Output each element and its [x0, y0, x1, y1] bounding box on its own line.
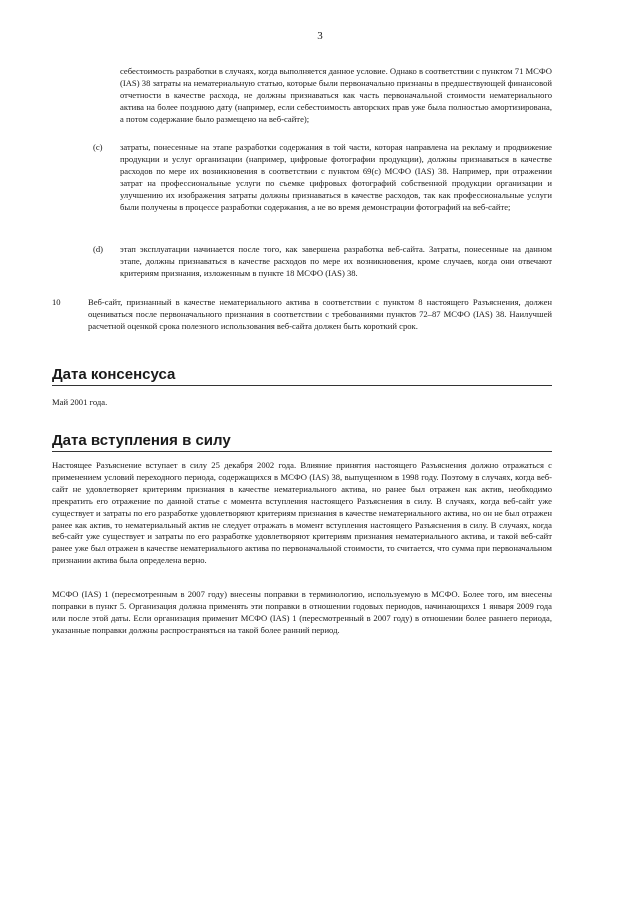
- paragraph-10: Веб-сайт, признанный в качестве нематериального актива в соответствии с пунктом 8 настоящего Разъяснения, должен оцениваться после первоначального признания в соответствии с требованиями пунктов 72–87 МСФО (IAS) 38. Наилучшей расчетной оценкой срока полезного использования веб-сайта должен быть короткий срок.: [88, 297, 552, 331]
- consensus-heading: Дата консенсуса: [52, 366, 176, 383]
- effective-date-heading-rule: [52, 451, 552, 452]
- list-marker-d: (d): [93, 244, 104, 254]
- consensus-heading-rule: [52, 385, 552, 386]
- effective-date-paragraph-2: МСФО (IAS) 1 (пересмотренным в 2007 году) внесены поправки в терминологию, используемую в МСФО. Более того, им внесены поправки в пункт 5. Организация должна применять эти поправки в отношении годовых периодов, начинающихся 1 января 2009 года или после этой даты. Если организация применит МСФО (IAS) 1 (пересмотренный в 2007 году) в отношении более раннего периода, указанные поправки должны распространяться на такой более ранний период.: [52, 589, 552, 635]
- list-marker-c: (c): [93, 142, 103, 152]
- list-item-c: затраты, понесенные на этапе разработки содержания в той части, которая направлена на рекламу и продвижение продукции и услуг организации (например, цифровые фотографии продукции), должны признаваться в качестве расходов по мере их возникновения в соответствии с пунктом 69(c) МСФО (IAS) 38. Например, при отражении затрат на профессиональные услуги по съемке цифровых фотографий собственной продукции организации и улучшению их изображения затраты должны признаваться в качестве расходов, так как профессиональные услуги были получены в процессе разработки содержания, а не во время демонстрации фотографий на веб-сайте;: [120, 142, 552, 212]
- effective-date-heading: Дата вступления в силу: [52, 432, 231, 449]
- consensus-date-text: Май 2001 года.: [52, 397, 108, 407]
- continuation-paragraph: себестоимость разработки в случаях, когда выполняется данное условие. Однако в соответствии с пунктом 71 МСФО (IAS) 38 затраты на нематериальную статью, которые были первоначально признаны в предшествующей финансовой отчетности в качестве расхода, не должны признаваться как часть первоначальной стоимости нематериального актива на более позднюю дату (например, если себестоимость авторских прав уже была полностью амортизирована, а потом содержание было размещено на веб-сайте);: [120, 66, 552, 124]
- effective-date-paragraph-1: Настоящее Разъяснение вступает в силу 25 декабря 2002 года. Влияние принятия настоящего Разъяснения должно отражаться с применением условий переходного периода, содержащихся в МСФО (IAS) 38, выпущенном в 1998 году. Поэтому в случаях, когда веб-сайт не удовлетворяет критериям признания в качестве нематериального актива, но ранее был отражен как актив, необходимо прекратить его отражение по данной статье с момента вступления настоящего Разъяснения в силу. В случаях, когда веб-сайт уже существует и затраты по его разработке удовлетворяют критериям признания в качестве нематериального актива, но он не был отражен ранее как актив, то нематериальный актив не следует отражать в момент вступления настоящего Разъяснения в силу. В случаях, когда веб-сайт уже существует и затраты по его разработке удовлетворяют критериям признания нематериального актива, и такой веб-сайт ранее уже был отражен в качестве нематериального актива по первоначальной стоимости, то считается, что сумма при первоначальном признании актива была определена верно.: [52, 460, 552, 566]
- page-number: 3: [317, 30, 323, 42]
- list-item-d: этап эксплуатации начинается после того, как завершена разработка веб-сайта. Затраты, понесенные на данном этапе, должны признаваться в качестве расходов по мере их возникновения, кроме случаев, когда они отвечают критериям признания, изложенным в пункте 18 МСФО (IAS) 38.: [120, 244, 552, 278]
- paragraph-number-10: 10: [52, 297, 61, 307]
